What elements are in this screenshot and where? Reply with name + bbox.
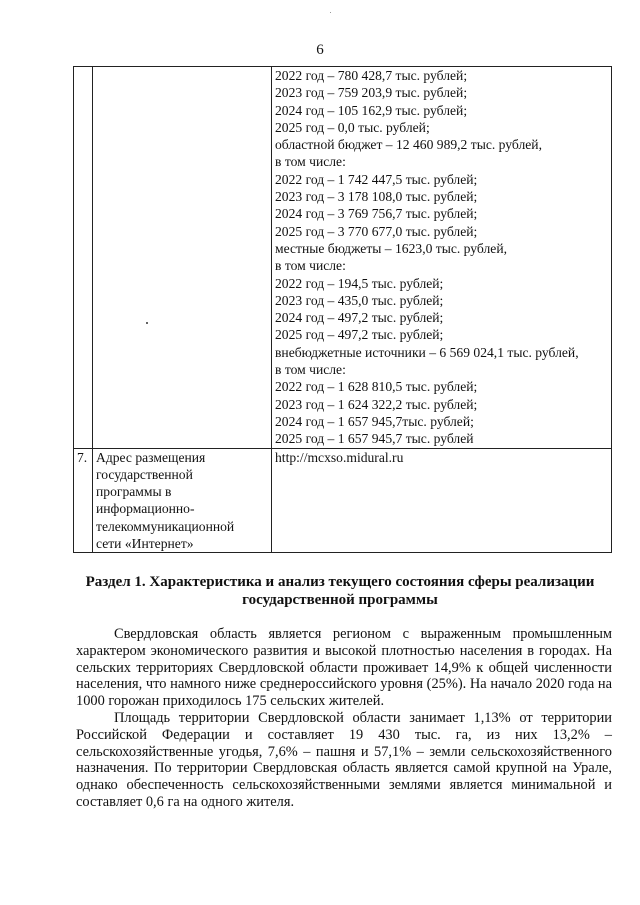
row-label-line: телекоммуникационной	[96, 518, 235, 534]
section-body	[76, 626, 612, 811]
financing-line: местные бюджеты – 1623,0 тыс. рублей,	[275, 240, 507, 256]
row-number-cell	[74, 67, 93, 449]
financing-line: 2024 год – 497,2 тыс. рублей;	[275, 310, 444, 326]
financing-line: внебюджетные источники – 6 569 024,1 тыс. рублей,	[275, 344, 579, 360]
financing-line: 2023 год – 3 178 108,0 тыс. рублей;	[275, 189, 478, 205]
financing-line: 2023 год – 759 203,9 тыс. рублей;	[275, 85, 468, 101]
financing-line: 2022 год – 780 428,7 тыс. рублей;	[275, 68, 468, 83]
row-label-cell	[93, 448, 272, 553]
table-row-internet-address	[74, 448, 612, 553]
financing-line: в том числе:	[275, 154, 346, 170]
section-title	[60, 573, 620, 609]
scan-speck	[330, 12, 331, 13]
section-title-line: государственной программы	[242, 592, 438, 608]
row-label-cell	[93, 67, 272, 449]
financing-line: 2025 год – 497,2 тыс. рублей;	[275, 327, 444, 343]
page-number: 6	[316, 42, 324, 58]
financing-line: 2022 год – 1 742 447,5 тыс. рублей;	[275, 171, 478, 187]
program-url: http://mcxso.midural.ru	[272, 448, 612, 553]
table-row-financing-continued	[74, 67, 612, 449]
financing-line: 2025 год – 1 657 945,7 тыс. рублей	[275, 431, 474, 447]
row-label-line: сети «Интернет»	[96, 536, 194, 552]
row-number: 7.	[74, 448, 93, 553]
program-passport-table	[73, 66, 612, 553]
section-title-line: Раздел 1. Характеристика и анализ текущего состояния сферы реализации	[85, 574, 595, 590]
financing-line: 2024 год – 1 657 945,7тыс. рублей;	[275, 413, 474, 429]
row-label-line: информационно-	[96, 501, 195, 517]
row-label-line: программы в	[96, 484, 172, 500]
financing-line: в том числе:	[275, 258, 346, 274]
paragraph: Свердловская область является регионом с выраженным промышленным характером экономического развития и высокой плотностью населения в городах. На сельских территориях Свердловской области проживает 14,9% к общей численности населения, что намного ниже среднероссийского уровня (25%). На начало 2020 года на 1000 горожан приходилось 175 сельских жителей.	[76, 626, 612, 710]
financing-line: 2023 год – 1 624 322,2 тыс. рублей;	[275, 396, 478, 412]
row-label-line: Адрес размещения	[96, 449, 206, 465]
financing-line: 2022 год – 1 628 810,5 тыс. рублей;	[275, 379, 478, 395]
financing-line: 2022 год – 194,5 тыс. рублей;	[275, 275, 444, 291]
financing-line: 2025 год – 0,0 тыс. рублей;	[275, 119, 430, 135]
financing-line: 2024 год – 105 162,9 тыс. рублей;	[275, 102, 468, 118]
financing-line: областной бюджет – 12 460 989,2 тыс. рублей,	[275, 137, 542, 153]
financing-line: 2023 год – 435,0 тыс. рублей;	[275, 292, 444, 308]
paragraph: Площадь территории Свердловской области занимает 1,13% от территории Российской Федерации и составляет 19 430 тыс. га, из них 13,2% – сельскохозяйственные угодья, 7,6% – пашня и 57,1% – земли сельскохозяйственного назначения. По территории Свердловская область является самой крупной на Урале, однако обеспеченность сельскохозяйственными землями является минимальной и составляет 0,6 га на одного жителя.	[76, 709, 612, 810]
scan-speck	[146, 322, 148, 324]
financing-line: в том числе:	[275, 362, 346, 378]
financing-line: 2025 год – 3 770 677,0 тыс. рублей;	[275, 223, 478, 239]
financing-value-cell	[272, 67, 612, 449]
row-label-line: государственной	[96, 466, 193, 482]
financing-line: 2024 год – 3 769 756,7 тыс. рублей;	[275, 206, 478, 222]
